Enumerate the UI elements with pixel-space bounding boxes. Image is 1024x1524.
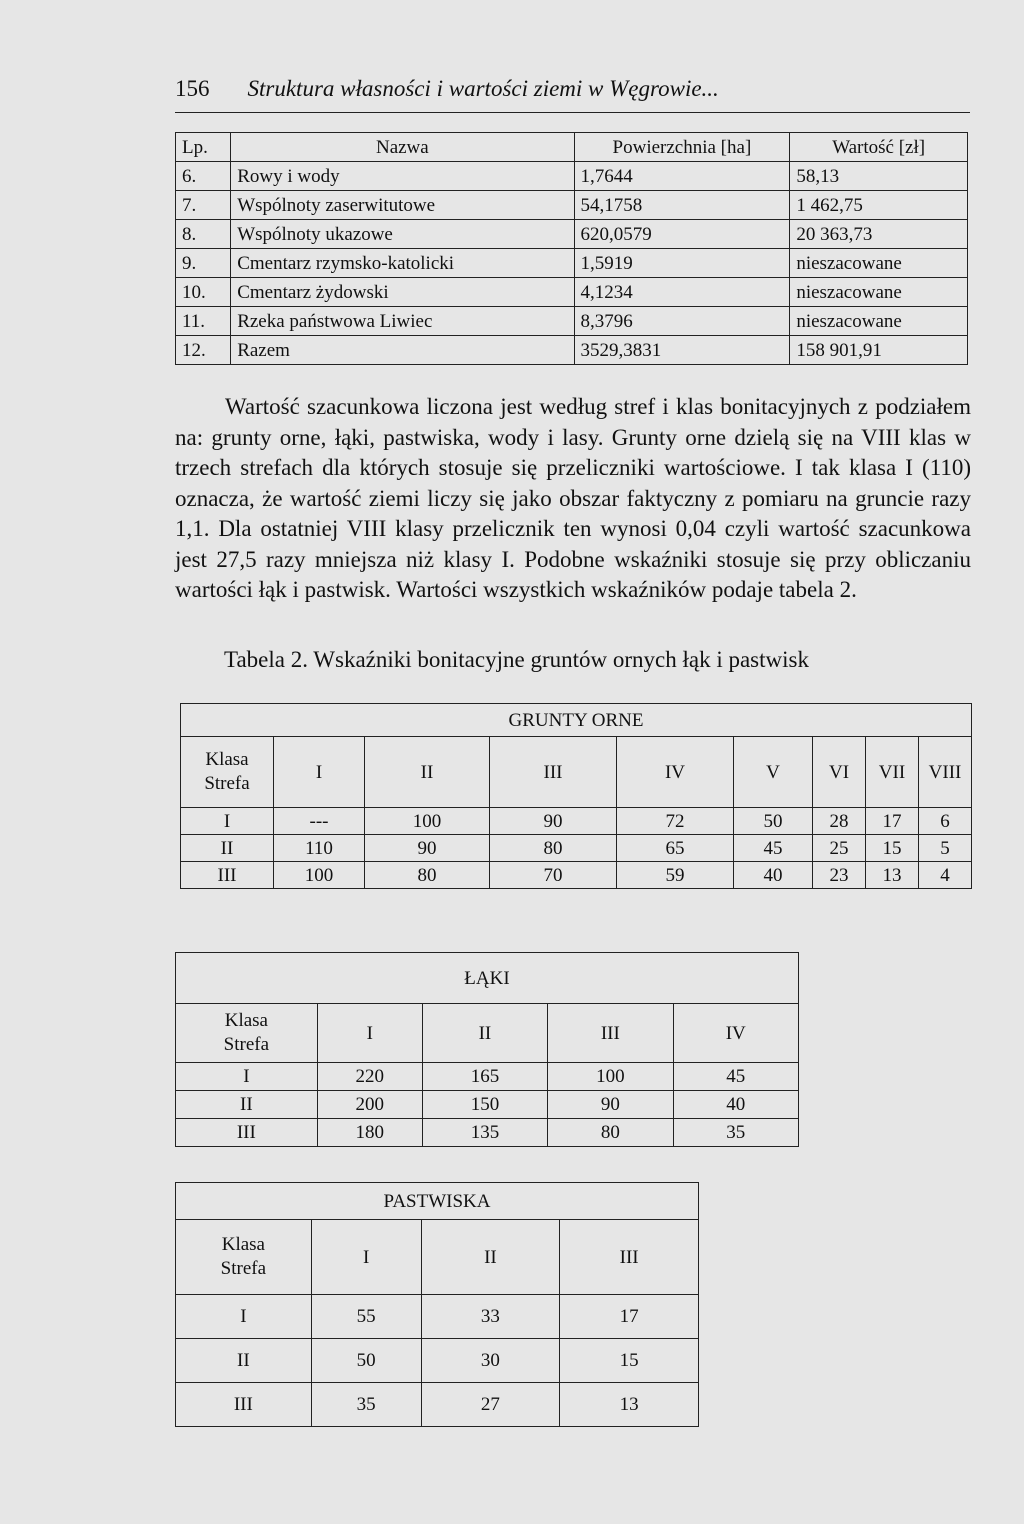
header-cell: Wartość [zł] <box>790 133 968 162</box>
table-row <box>181 835 972 862</box>
klasa-label: Klasa <box>224 1010 268 1031</box>
table-cell: 1,7644 <box>574 162 790 191</box>
header-cell: I <box>317 1004 422 1063</box>
table-cell: 8. <box>176 220 231 249</box>
table-cell: 3529,3831 <box>574 336 790 365</box>
table-cell: 55 <box>311 1295 421 1339</box>
table-cell: Cmentarz rzymsko-katolicki <box>231 249 574 278</box>
table-cell: 158 901,91 <box>790 336 968 365</box>
table-cell: 80 <box>365 862 490 889</box>
table-cell: Wspólnoty ukazowe <box>231 220 574 249</box>
table-cell: 35 <box>311 1383 421 1427</box>
table-cell: 6 <box>919 808 972 835</box>
table-cell: 4 <box>919 862 972 889</box>
table-caption: Tabela 2. Wskaźniki bonitacyjne gruntów ornych łąk i pastwisk <box>224 647 809 672</box>
table-row <box>176 191 968 220</box>
laki-table <box>175 952 799 1147</box>
header-cell: II <box>422 1004 547 1063</box>
table-cell: 65 <box>617 835 734 862</box>
table-cell: 17 <box>560 1295 699 1339</box>
table-cell: Razem <box>231 336 574 365</box>
table-row <box>176 1063 799 1091</box>
body-paragraph: Wartość szacunkowa liczona jest według stref i klas bonitacyjnych z podziałem na: grunty orne, łąki, pastwiska, wody i lasy. Grunty orne dzielą się na VIII klas w trzech strefach dla których stosuje się przeliczniki wartościowe. I tak klasa I (110) oznacza, że wartość ziemi liczy się jako obszar faktyczny z pomiaru na gruncie razy 1,1. Dla ostatniej VIII klasy przelicznik ten wynosi 0,04 czyli wartość szacunkowa jest 27,5 razy mniejsza niż klasy I. Podobne wskaźniki stosuje się przy obliczaniu wartości łąk i pastwisk. Wartości wszystkich wskaźników podaje tabela 2. <box>175 394 971 602</box>
table-cell: Rzeka państwowa Liwiec <box>231 307 574 336</box>
header-cell: Powierzchnia [ha] <box>574 133 790 162</box>
grunty-orne-table <box>180 703 972 889</box>
strefa-label: Strefa <box>220 1258 267 1279</box>
table-cell: 10. <box>176 278 231 307</box>
table-row <box>176 1383 699 1427</box>
table-row <box>176 1339 699 1383</box>
running-header <box>175 76 970 113</box>
table-cell: 23 <box>813 862 866 889</box>
header-cell: VI <box>813 737 866 808</box>
table-cell: 80 <box>490 835 617 862</box>
table-cell: 50 <box>311 1339 421 1383</box>
header-cell: VIII <box>919 737 972 808</box>
table-cell: 17 <box>866 808 919 835</box>
table-row <box>176 307 968 336</box>
header-cell: III <box>560 1220 699 1295</box>
klasa-strefa-cell <box>176 1004 318 1063</box>
table-cell: 50 <box>734 808 813 835</box>
klasa-strefa-cell <box>181 737 274 808</box>
table-cell: 1 462,75 <box>790 191 968 220</box>
table-cell: 620,0579 <box>574 220 790 249</box>
table-cell: 13 <box>560 1383 699 1427</box>
table-cell: Rowy i wody <box>231 162 574 191</box>
table-cell: III <box>176 1119 318 1147</box>
table-header-row <box>181 737 972 808</box>
table-cell: --- <box>274 808 365 835</box>
table-row <box>176 162 968 191</box>
table-cell: 4,1234 <box>574 278 790 307</box>
table-cell: nieszacowane <box>790 249 968 278</box>
header-cell: IV <box>673 1004 798 1063</box>
klasa-strefa-cell <box>176 1220 312 1295</box>
table-cell: 27 <box>421 1383 560 1427</box>
header-cell: II <box>421 1220 560 1295</box>
table-title: PASTWISKA <box>176 1183 699 1220</box>
table-cell: 7. <box>176 191 231 220</box>
table-cell: 90 <box>490 808 617 835</box>
table-cell: 135 <box>422 1119 547 1147</box>
table-cell: 54,1758 <box>574 191 790 220</box>
table-cell: 8,3796 <box>574 307 790 336</box>
table-cell: 220 <box>317 1063 422 1091</box>
table-cell: I <box>176 1063 318 1091</box>
header-cell: II <box>365 737 490 808</box>
header-cell: III <box>548 1004 673 1063</box>
table-header-row <box>176 1220 699 1295</box>
table-title-row <box>176 1183 699 1220</box>
table-cell: 45 <box>673 1063 798 1091</box>
table-cell: 100 <box>548 1063 673 1091</box>
table-cell: 200 <box>317 1091 422 1119</box>
table-cell: 45 <box>734 835 813 862</box>
header-cell: VII <box>866 737 919 808</box>
table-row <box>176 1119 799 1147</box>
header-cell: Nazwa <box>231 133 574 162</box>
klasa-label: Klasa <box>221 1234 265 1255</box>
table-row <box>176 1295 699 1339</box>
header-cell: I <box>274 737 365 808</box>
table-cell: 28 <box>813 808 866 835</box>
table-cell: III <box>176 1383 312 1427</box>
pastwiska-table <box>175 1182 699 1427</box>
table-cell: II <box>176 1091 318 1119</box>
header-cell: V <box>734 737 813 808</box>
table-row <box>181 808 972 835</box>
table-cell: 70 <box>490 862 617 889</box>
table-cell: 72 <box>617 808 734 835</box>
table-cell: 6. <box>176 162 231 191</box>
table-cell: 150 <box>422 1091 547 1119</box>
table-title-row <box>176 953 799 1004</box>
table-cell: 110 <box>274 835 365 862</box>
table-row <box>176 278 968 307</box>
table-cell: I <box>181 808 274 835</box>
table-row <box>176 249 968 278</box>
table-cell: 25 <box>813 835 866 862</box>
table-cell: 15 <box>560 1339 699 1383</box>
strefa-label: Strefa <box>223 1034 270 1055</box>
running-title: Struktura własności i wartości ziemi w Węgrowie... <box>247 76 719 101</box>
table-cell: 165 <box>422 1063 547 1091</box>
table-cell: 11. <box>176 307 231 336</box>
table-title: ŁĄKI <box>176 953 799 1004</box>
table-row <box>176 1091 799 1119</box>
table-row <box>181 862 972 889</box>
klasa-label: Klasa <box>205 749 249 770</box>
table-cell: 15 <box>866 835 919 862</box>
table-cell: 180 <box>317 1119 422 1147</box>
table-cell: 90 <box>548 1091 673 1119</box>
table-cell: nieszacowane <box>790 307 968 336</box>
table-cell: Cmentarz żydowski <box>231 278 574 307</box>
table-cell: 30 <box>421 1339 560 1383</box>
land-ownership-table <box>175 132 968 365</box>
table-cell: 1,5919 <box>574 249 790 278</box>
table-row-total <box>176 336 968 365</box>
table-cell: 59 <box>617 862 734 889</box>
table-cell: II <box>181 835 274 862</box>
table-cell: 100 <box>365 808 490 835</box>
header-cell: III <box>490 737 617 808</box>
table-row <box>176 220 968 249</box>
header-cell: IV <box>617 737 734 808</box>
table-title: GRUNTY ORNE <box>181 704 972 737</box>
table-cell: 9. <box>176 249 231 278</box>
table-cell: 90 <box>365 835 490 862</box>
header-cell: Lp. <box>176 133 231 162</box>
table-cell: 20 363,73 <box>790 220 968 249</box>
table-cell: 5 <box>919 835 972 862</box>
table-cell: 35 <box>673 1119 798 1147</box>
table-cell: Wspólnoty zaserwitutowe <box>231 191 574 220</box>
table-cell: II <box>176 1339 312 1383</box>
table-cell: 40 <box>673 1091 798 1119</box>
table-cell: nieszacowane <box>790 278 968 307</box>
table-cell: III <box>181 862 274 889</box>
table-cell: 80 <box>548 1119 673 1147</box>
table-cell: 12. <box>176 336 231 365</box>
header-cell: I <box>311 1220 421 1295</box>
page-number: 156 <box>175 76 210 101</box>
table-cell: 40 <box>734 862 813 889</box>
strefa-label: Strefa <box>204 773 250 794</box>
table-cell: 100 <box>274 862 365 889</box>
table-cell: 33 <box>421 1295 560 1339</box>
table-cell: 58,13 <box>790 162 968 191</box>
table-header-row <box>176 133 968 162</box>
table-cell: I <box>176 1295 312 1339</box>
table-cell: 13 <box>866 862 919 889</box>
table-title-row <box>181 704 972 737</box>
table-header-row <box>176 1004 799 1063</box>
